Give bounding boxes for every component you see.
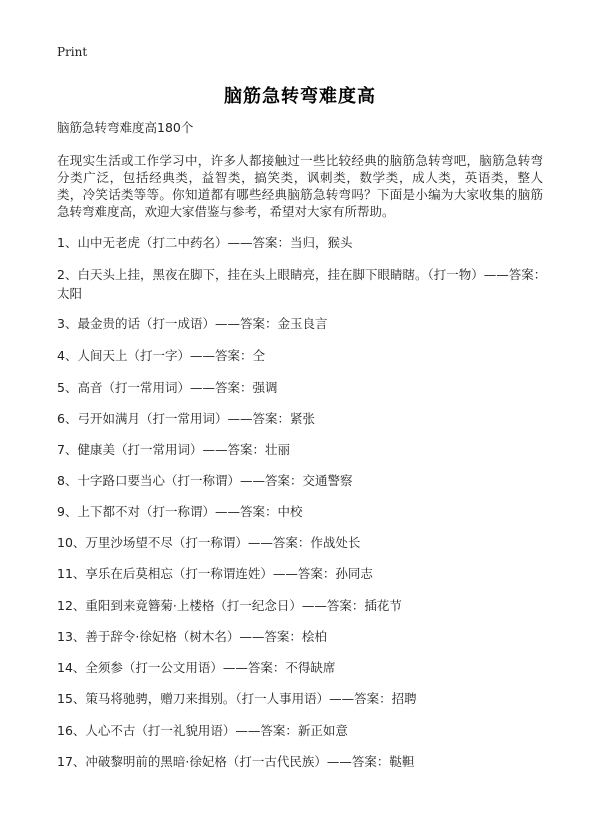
riddle-item: 9、上下都不对（打一称谓）——答案：中校: [57, 504, 303, 519]
riddle-item: 11、享乐在后莫相忘（打一称谓连姓）——答案：孙同志: [57, 566, 373, 581]
riddle-item: 3、最金贵的话（打一成语）——答案：金玉良言: [57, 316, 328, 331]
riddle-item: 14、全须参（打一公文用语）——答案：不得缺席: [57, 660, 336, 675]
print-label: Print: [57, 45, 88, 59]
riddle-item: 4、人间天上（打一字）——答案：仝: [57, 348, 265, 363]
riddle-item: 1、山中无老虎（打二中药名）——答案：当归，猴头: [57, 235, 353, 250]
riddle-item: 17、冲破黎明前的黑暗·徐妃格（打一古代民族）——答案：鞑靼: [57, 754, 415, 769]
riddle-item: 8、十字路口要当心（打一称谓）——答案：交通警察: [57, 473, 353, 488]
intro-paragraph: 在现实生活或工作学习中，许多人都接触过一些比较经典的脑筋急转弯吧，脑筋急转弯分类广泛，包括经典类，益智类，搞笑类，讽刺类，数学类，成人类，英语类，整人类，冷笑话类等等。你知道都有哪些经典脑筋急转弯吗？下面是小编为大家收集的脑筋急转弯难度高，欢迎大家借鉴与参考，希望对大家有所帮助。: [57, 153, 543, 219]
riddle-item: 2、白天头上挂，黑夜在脚下，挂在头上眼睛亮，挂在脚下眼睛瞎。（打一物）——答案：太阳: [57, 267, 547, 301]
riddle-item: 7、健康美（打一常用词）——答案：壮丽: [57, 442, 290, 457]
riddle-item: 13、善于辞令·徐妃格（树木名）——答案：桧柏: [57, 629, 327, 644]
riddle-item: 12、重阳到来竟簪菊·上楼格（打一纪念日）——答案：插花节: [57, 598, 402, 613]
riddle-item: 6、弓开如满月（打一常用词）——答案：紧张: [57, 411, 315, 426]
riddle-item: 15、策马将驰骋，赠刀来揖别。（打一人事用语）——答案：招聘: [57, 691, 417, 706]
document-title: 脑筋急转弯难度高: [224, 86, 376, 107]
riddle-item: 10、万里沙场望不尽（打一称谓）——答案：作战处长: [57, 535, 361, 550]
riddle-item: 5、高音（打一常用词）——答案：强调: [57, 380, 278, 395]
document-subtitle: 脑筋急转弯难度高180个: [57, 120, 194, 135]
riddle-item: 16、人心不古（打一礼貌用语）——答案：新正如意: [57, 723, 348, 738]
